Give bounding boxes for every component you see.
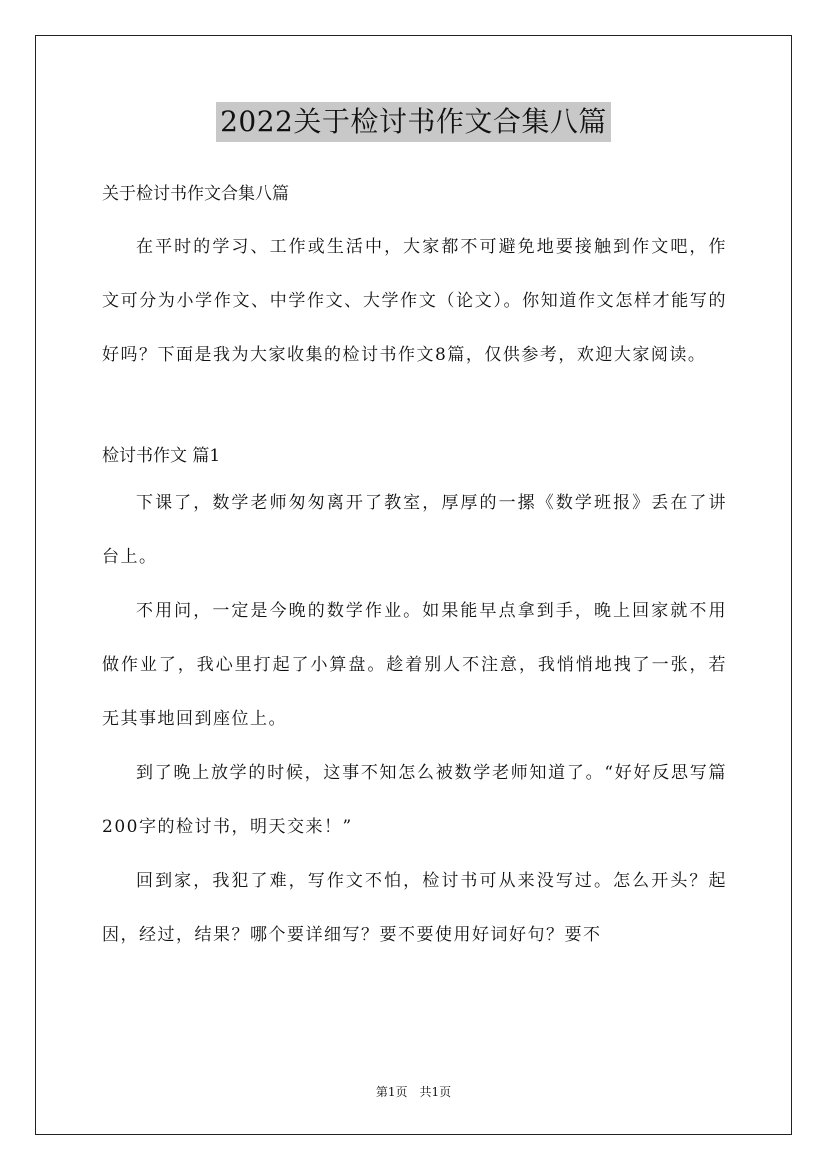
document-body — [102, 174, 727, 962]
page-footer: 第1页 共1页 — [375, 1085, 452, 1099]
body-paragraph: 到了晚上放学的时候，这事不知怎么被数学老师知道了。“好好反思写篇200字的检讨书，明天交来！” — [102, 763, 727, 837]
body-paragraph: 回到家，我犯了难，写作文不怕，检讨书可从来没写过。怎么开头？起因，经过，结果？哪个要详细写？要不要使用好词好句？要不 — [102, 871, 727, 945]
section-heading: 检讨书作文 篇1 — [102, 446, 221, 466]
body-paragraph: 不用问，一定是今晚的数学作业。如果能早点拿到手，晚上回家就不用做作业了，我心里打起了小算盘。趁着别人不注意，我悄悄地拽了一张，若无其事地回到座位上。 — [102, 601, 727, 729]
title-container — [0, 102, 827, 142]
intro-paragraph: 在平时的学习、工作或生活中，大家都不可避免地要接触到作文吧，作文可分为小学作文、中学作文、大学作文（论文）。你知道作文怎样才能写的好吗？下面是我为大家收集的检讨书作文8篇，仅供参考，欢迎大家阅读。 — [102, 237, 727, 365]
document-title: 2022关于检讨书作文合集八篇 — [216, 102, 611, 142]
document-subtitle: 关于检讨书作文合集八篇 — [102, 184, 289, 204]
body-paragraph: 下课了，数学老师匆匆离开了教室，厚厚的一摞《数学班报》丢在了讲台上。 — [102, 493, 727, 567]
